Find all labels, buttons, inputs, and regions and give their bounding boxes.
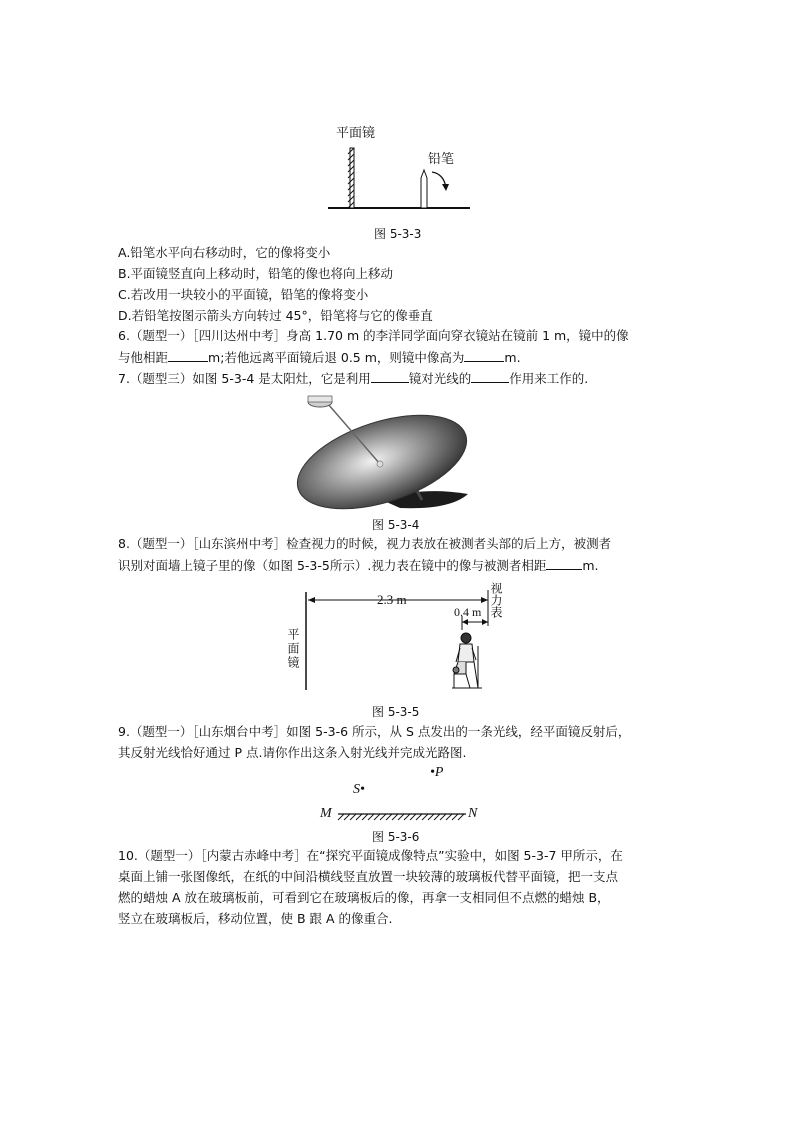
fig335-chart-label: 视力表 [489, 582, 503, 618]
q7-text-a: 7.（题型三）如图 5-3-4 是太阳灶，它是利用 [118, 371, 371, 386]
q8-text-a: 识别对面墙上镜子里的像（如图 5-3-5所示）.视力表在镜中的像与被测者相距 [118, 558, 547, 573]
q6-line2 [118, 349, 521, 366]
person-figure [452, 633, 482, 688]
label-n: N [468, 806, 478, 821]
q10-line4: 竖立在玻璃板后，移动位置，使 B 跟 A 的像重合. [118, 911, 393, 926]
q6-blank-2[interactable] [464, 349, 504, 362]
q6-text-c: m. [504, 350, 521, 365]
option-a: A.铅笔水平向右移动时，它的像将变小 [118, 245, 331, 260]
q8-line2 [118, 557, 598, 574]
q10-line1: 10.（题型一）［内蒙古赤峰中考］在“探究平面镜成像特点”实验中，如图 5-3-7 甲所示，在 [118, 848, 623, 863]
q10-line2: 桌面上铺一张图像纸，在纸的中间沿横线竖直放置一块较薄的玻璃板代替平面镜，把一支点 [118, 869, 619, 884]
q6-text-a: 与他相距 [118, 350, 169, 365]
fig-5-3-5-drawing [284, 582, 524, 694]
q8-blank-1[interactable] [546, 557, 582, 570]
pencil [421, 170, 427, 208]
fig-5-3-3-drawing [320, 118, 480, 218]
plane-mirror-mn [336, 810, 468, 822]
point-s-label: S• [353, 782, 365, 797]
q6-line1: 6.（题型一）［四川达州中考］身高 1.70 m 的李洋同学面向穿衣镜站在镜前 1 m，镜中的像 [118, 328, 629, 343]
figure-5-3-4 [290, 390, 480, 512]
distance-small-label: 0.4 m [454, 605, 482, 619]
caption-5-3-5: 图 5-3-5 [372, 705, 420, 719]
caption-5-3-3: 图 5-3-3 [374, 227, 422, 241]
option-c: C.若改用一块较小的平面镜，铅笔的像将变小 [118, 287, 369, 302]
option-d: D.若铅笔按图示箭头方向转过 45°，铅笔将与它的像垂直 [118, 308, 433, 323]
q7-blank-1[interactable] [371, 370, 409, 383]
q10-line3: 燃的蜡烛 A 放在玻璃板前，可看到它在玻璃板后的像，再拿一支相同但不点燃的蜡烛 B， [118, 890, 610, 905]
q8-line1: 8.（题型一）［山东滨州中考］检查视力的时候，视力表放在被测者头部的后上方，被测者 [118, 536, 612, 551]
pencil-label: 铅笔 [428, 152, 455, 167]
q9-line1: 9.（题型一）［山东烟台中考］如图 5-3-6 所示，从 S 点发出的一条光线，经平面镜反射后， [118, 724, 631, 739]
q7-text-c: 作用来工作的. [509, 371, 589, 386]
caption-5-3-6: 图 5-3-6 [372, 830, 420, 844]
option-b: B.平面镜竖直向上移动时，铅笔的像也将向上移动 [118, 266, 394, 281]
q7-line [118, 370, 588, 387]
distance-total-label: 2.3 m [377, 592, 407, 607]
figure-5-3-5 [284, 582, 524, 694]
q8-text-b: m. [582, 558, 599, 573]
q6-blank-1[interactable] [168, 349, 208, 362]
mirror-label: 平面镜 [336, 126, 376, 141]
fig335-mirror-label: 平面镜 [286, 628, 300, 670]
point-p-label: •P [430, 765, 444, 780]
q7-text-b: 镜对光线的 [408, 371, 472, 386]
caption-5-3-4: 图 5-3-4 [372, 518, 420, 532]
q7-blank-2[interactable] [471, 370, 509, 383]
q6-text-b: m;若他远离平面镜后退 0.5 m，则镜中像高为 [208, 350, 465, 365]
label-m: M [320, 806, 332, 821]
q9-line2: 其反射光线恰好通过 P 点.请你作出这条入射光线并完成光路图. [118, 745, 467, 760]
figure-5-3-3 [320, 118, 480, 218]
